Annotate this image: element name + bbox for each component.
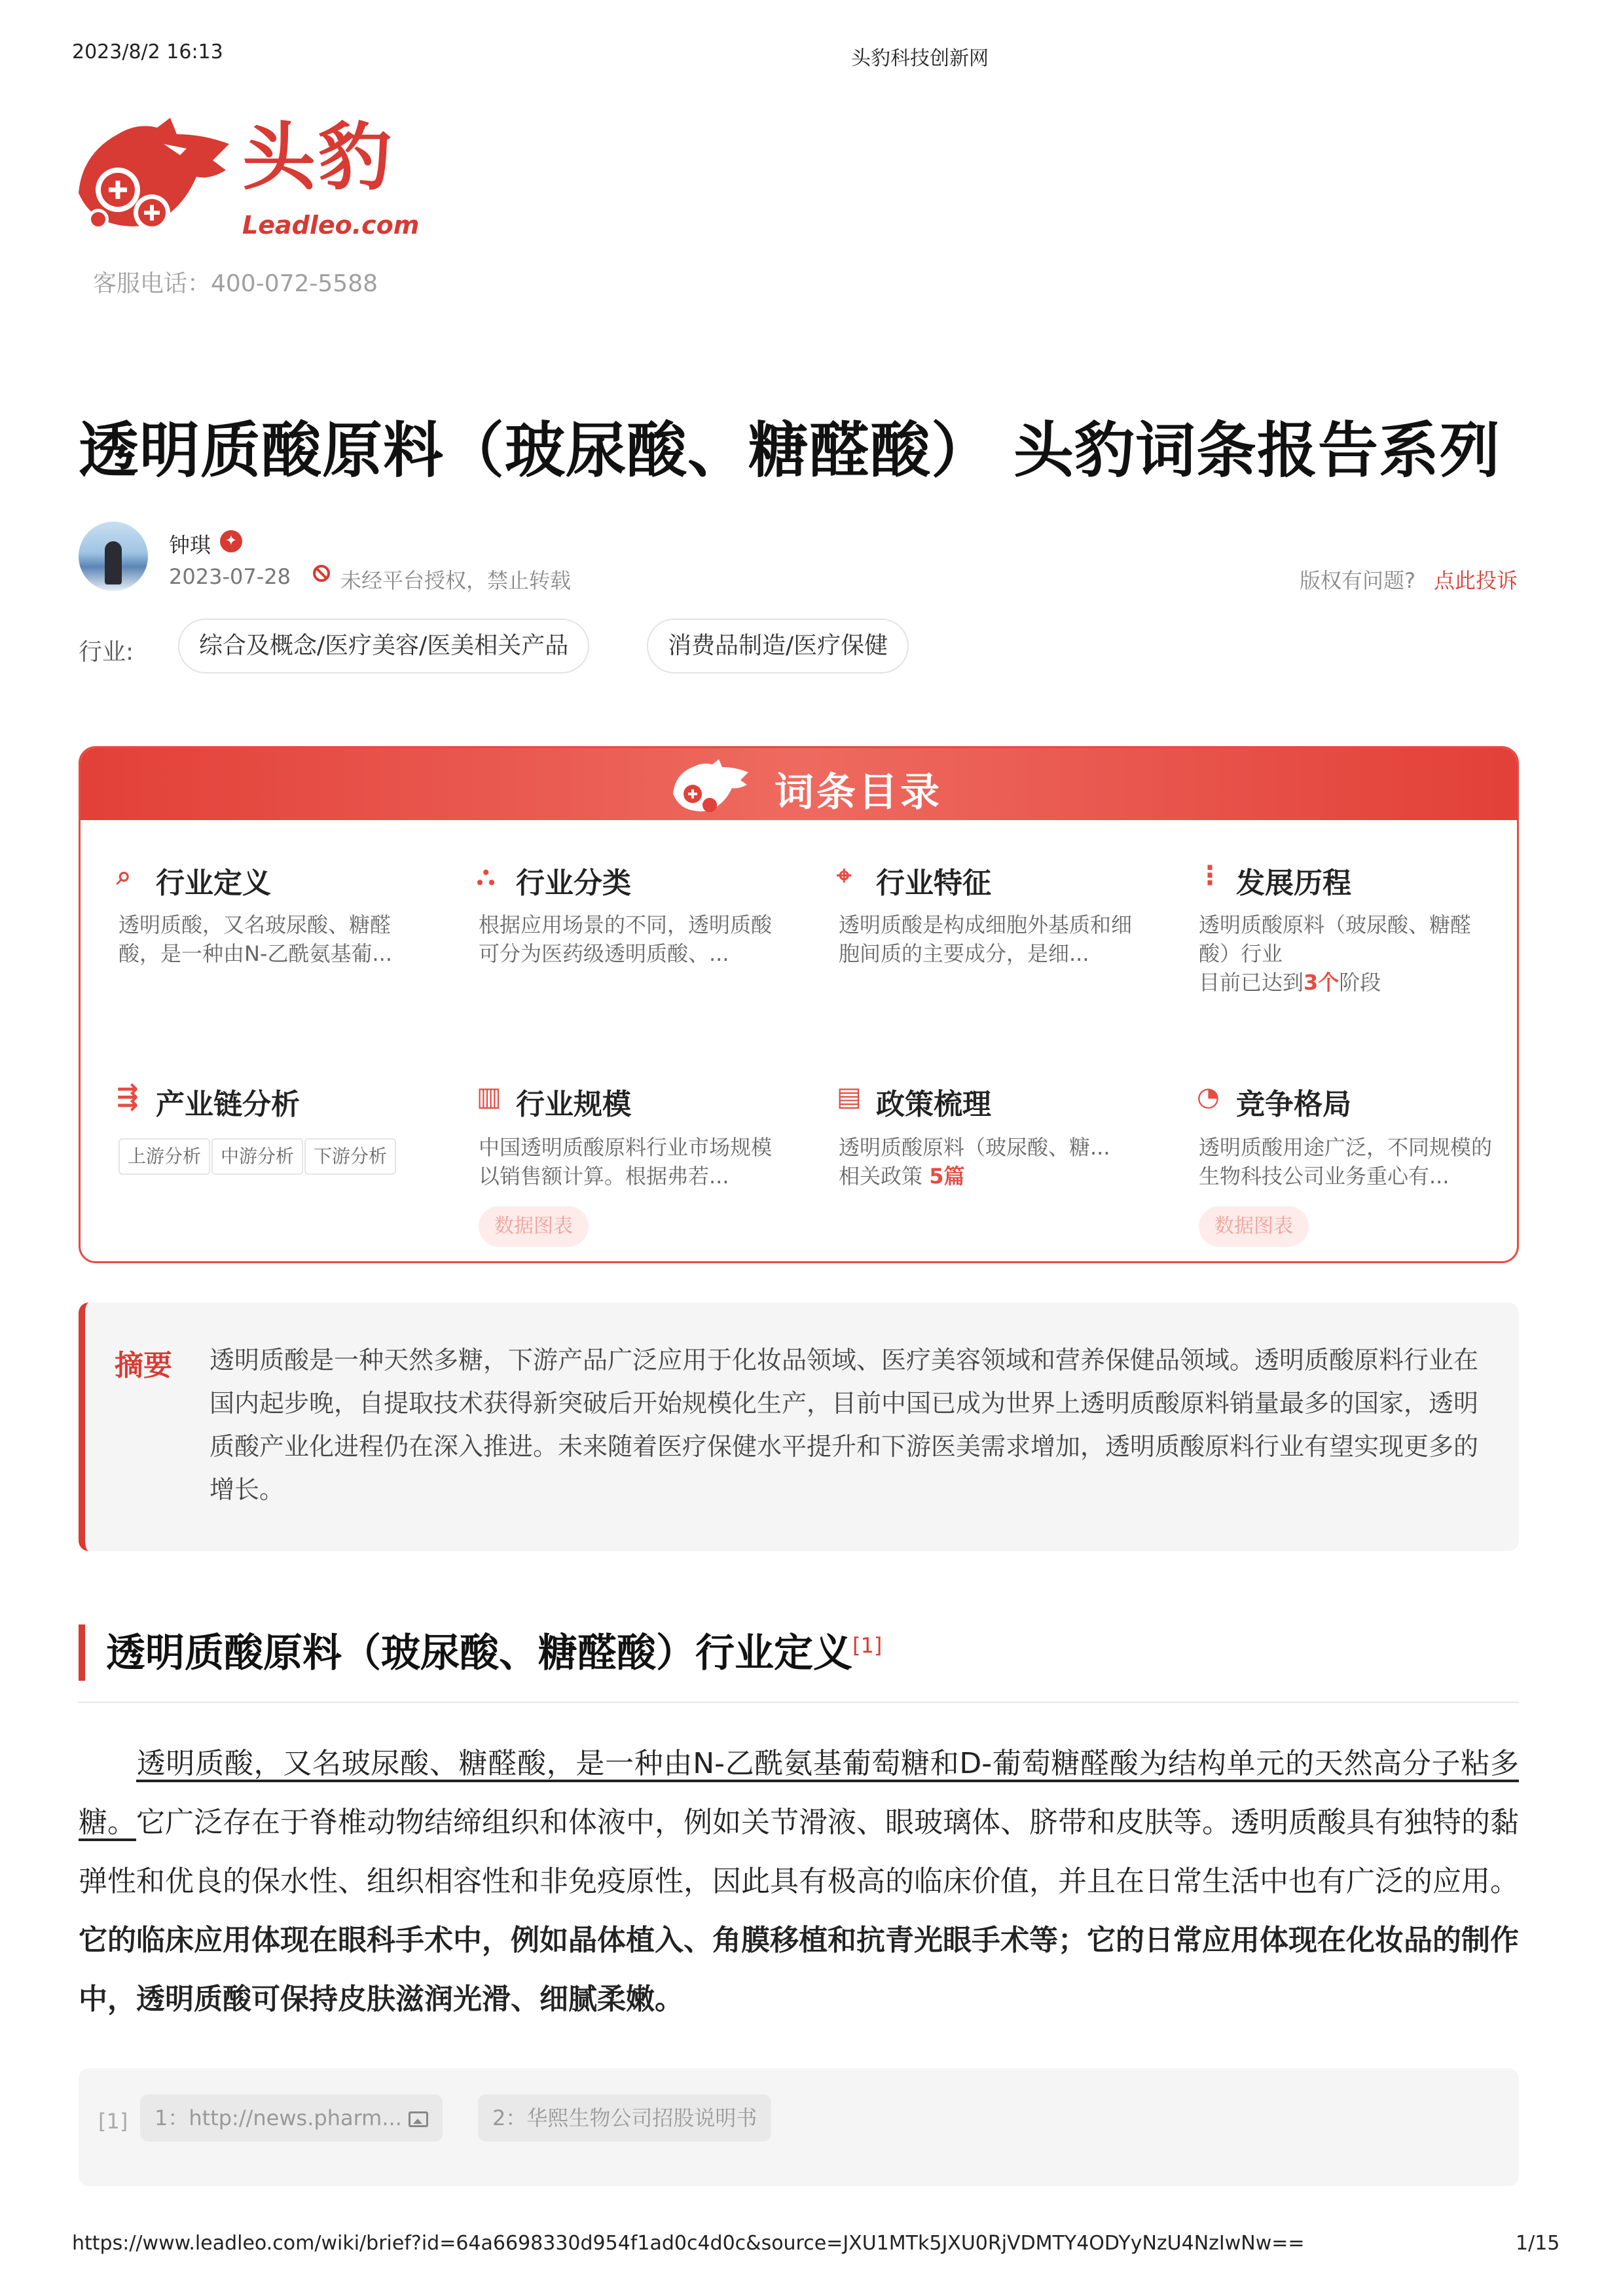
toc-item-text: 透明质酸，又名玻尿酸、糖醛酸，是一种由N-乙酰氨基葡... (119, 912, 393, 966)
brand-name: 头豹 (242, 115, 394, 200)
chain-tag-upstream[interactable]: 上游分析 (119, 1138, 210, 1175)
data-chart-chip[interactable]: 数据图表 (1199, 1206, 1309, 1247)
toc-item-text: 根据应用场景的不同，透明质酸可分为医药级透明质酸、... (479, 912, 773, 966)
reference-index: [1] (98, 2109, 128, 2134)
policy-icon: ▤ (837, 1082, 862, 1112)
toc-header (81, 748, 1517, 820)
page-title: 透明质酸原料（玻尿酸、糖醛酸） 头豹词条报告系列 (79, 416, 1501, 486)
industry-tag[interactable]: 综合及概念/医疗美容/医美相关产品 (178, 619, 589, 673)
toc-item-text: 中国透明质酸原料行业市场规模以销售额计算。根据弗若... (479, 1135, 773, 1189)
leopard-logo-icon (670, 758, 761, 817)
data-chart-chip[interactable]: 数据图表 (479, 1206, 589, 1247)
chain-icon: ⇶ (117, 1082, 139, 1112)
chain-tag-downstream[interactable]: 下游分析 (304, 1138, 396, 1175)
summary-label: 摘要 (115, 1349, 172, 1382)
complain-link[interactable]: 点此投诉 (1434, 568, 1518, 593)
reference-marker[interactable]: [1] (852, 1633, 883, 1658)
history-icon: ⋮ (1197, 861, 1223, 891)
divider (79, 1702, 1519, 1703)
toc-item-competition[interactable]: 竞争格局 (1236, 1088, 1351, 1121)
leopard-logo-icon[interactable] (72, 115, 242, 252)
reference-link[interactable]: 2：华熙生物公司招股说明书 (478, 2094, 771, 2142)
toc-title: 词条目录 (775, 770, 942, 816)
avatar[interactable] (79, 522, 148, 591)
toc-card (79, 746, 1519, 1263)
print-site-title: 头豹科技创新网 (851, 47, 989, 70)
industry-label: 行业: (79, 639, 134, 666)
no-repost-notice: 未经平台授权，禁止转载 (340, 568, 572, 593)
section-title: 透明质酸原料（玻尿酸、糖醛酸）行业定义[1] (106, 1630, 883, 1676)
stage-count: 3个 (1304, 970, 1340, 995)
print-datetime: 2023/8/2 16:13 (72, 41, 223, 63)
definition-icon: ⌕ (117, 861, 132, 891)
pie-chart-icon: ◔ (1197, 1082, 1220, 1112)
toc-item-text: 透明质酸原料（玻尿酸、糖醛酸）行业 (1199, 912, 1472, 966)
toc-item-classification[interactable]: 行业分类 (516, 867, 631, 900)
toc-item-scale[interactable]: 行业规模 (516, 1088, 631, 1121)
policy-count: 相关政策 5篇 (839, 1164, 965, 1189)
brand-domain: Leadleo.com (242, 211, 420, 240)
verified-icon: ✦ (220, 530, 242, 552)
no-repost-icon (313, 565, 330, 582)
definition-underlined: 透明质酸，又名玻尿酸、糖醛酸，是一种由N-乙酰氨基葡萄糖和D-葡萄糖醛酸为结构单元的天然高分子粘多糖。 (79, 1747, 1519, 1839)
toc-item-text: 透明质酸是构成细胞外基质和细胞间质的主要成分，是细... (839, 912, 1133, 966)
feature-icon: ⌖ (837, 861, 852, 891)
service-tel: 客服电话：400-072-5588 (93, 270, 378, 297)
toc-item-definition[interactable]: 行业定义 (156, 867, 271, 900)
bar-chart-icon: ▥ (477, 1082, 501, 1112)
reference-link[interactable]: 1：http://news.pharm... (140, 2094, 443, 2142)
definition-bold: 它的临床应用体现在眼科手术中，例如晶体植入、角膜移植和抗青光眼手术等；它的日常应用体现在化妆品的制作中，透明质酸可保持皮肤滋润光滑、细腻柔嫩。 (79, 1924, 1519, 2016)
toc-item-history[interactable]: 发展历程 (1236, 867, 1351, 900)
definition-paragraph (79, 1734, 1519, 2029)
publish-date: 2023-07-28 (169, 564, 291, 589)
toc-item-features[interactable]: 行业特征 (876, 867, 991, 900)
toc-item-text: 透明质酸用途广泛，不同规模的生物科技公司业务重心有... (1199, 1135, 1493, 1189)
chain-tag-midstream[interactable]: 中游分析 (211, 1138, 303, 1175)
summary-text: 透明质酸是一种天然多糖，下游产品广泛应用于化妆品领域、医疗美容领域和营养保健品领域。透明质酸原料行业在国内起步晚，自提取技术获得新突破后开始规模化生产，目前中国已成为世界上透明质酸原料销量最多的国家，透明质酸产业化进程仍在深入推进。未来随着医疗保健水平提升和下游医美需求增加，透明质酸原料行业有望实现更多的增长。 (210, 1346, 1479, 1504)
footer-url[interactable]: https://www.leadleo.com/wiki/brief?id=64a6698330d954f1ad0c4d0c&source=JXU1MTk5JXU0RjVDMTY4ODYyNzU4NzIwNw== (72, 2232, 1305, 2255)
author-name[interactable]: 钟琪 (169, 533, 211, 558)
toc-item-chain[interactable]: 产业链分析 (156, 1088, 300, 1121)
section-marker (79, 1624, 85, 1681)
image-icon (409, 2111, 428, 2127)
copyright-question: 版权有问题? (1300, 568, 1415, 593)
toc-item-policy[interactable]: 政策梳理 (876, 1088, 991, 1121)
classification-icon: ⛬ (477, 861, 495, 891)
history-stage: 目前已达到3个阶段 (1199, 970, 1381, 995)
definition-text: 它广泛存在于脊椎动物结缔组织和体液中，例如关节滑液、眼玻璃体、脐带和皮肤等。透明质酸具有独特的黏弹性和优良的保水性、组织相容性和非免疫原性，因此具有极高的临床价值，并且在日常生活中也有广泛的应用。 (79, 1806, 1519, 1898)
industry-tag[interactable]: 消费品制造/医疗保健 (647, 619, 909, 673)
page-number: 1/15 (1516, 2232, 1560, 2255)
toc-item-text: 透明质酸原料（玻尿酸、糖... (839, 1135, 1110, 1160)
